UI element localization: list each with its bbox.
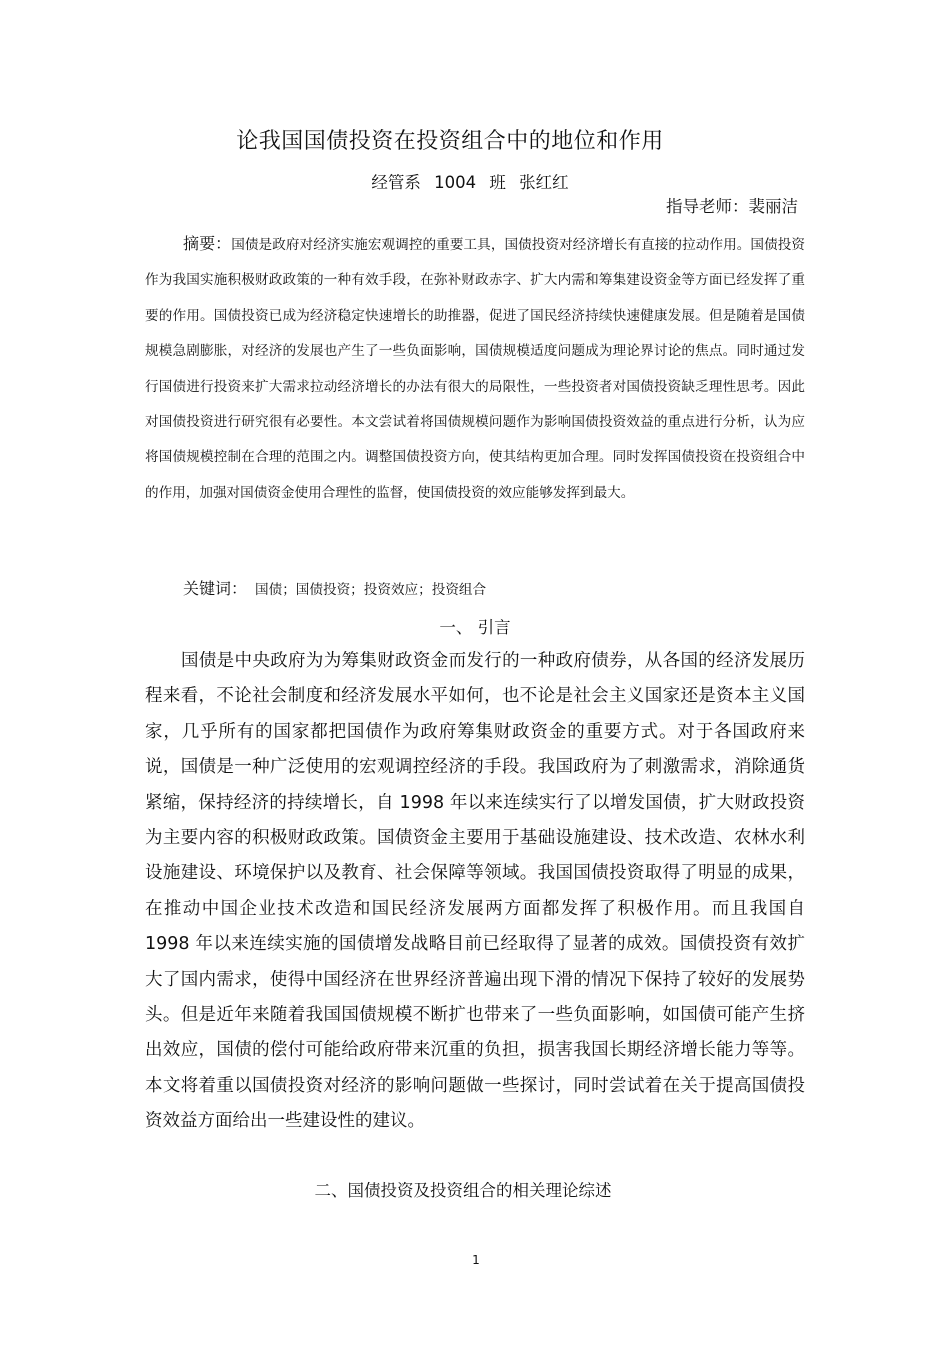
paper-title: 论我国国债投资在投资组合中的地位和作用 [236,129,664,154]
abstract-text: 国债是政府对经济实施宏观调控的重要工具，国债投资对经济增长有直接的拉动作用。国债投资作为我国实施积极财政政策的一种有效手段，在弥补财政赤字、扩大内需和筹集建设资金等方面已经发挥了重要的作用。国债投资已成为经济稳定快速增长的助推器，促进了国民经济持续快速健康发展。但是随着是国债规模急剧膨胀，对经济的发展也产生了一些负面影响，国债规模适度问题成为理论界讨论的焦点。同时通过发行国债进行投资来扩大需求拉动经济增长的办法有很大的局限性，一些投资者对国债投资缺乏理性思考。因此对国债投资进行研究很有必要性。本文尝试着将国债规模问题作为影响国债投资效益的重点进行分析，认为应将国债规模控制在合理的范围之内。调整国债投资方向，使其结构更加合理。同时发挥国债投资在投资组合中的作用，加强对国债资金使用合理性的监督，使国债投资的效应能够发挥到最大。 [145,237,805,501]
keywords-text: 国债；国债投资；投资效应；投资组合 [255,582,487,598]
abstract-paragraph [145,226,805,511]
keywords-label: 关键词： [183,579,248,598]
author-byline: 经管系 1004 班 张红红 [371,173,569,192]
introduction-paragraph: 国债是中央政府为为筹集财政资金而发行的一种政府债券，从各国的经济发展历程来看，不论社会制度和经济发展水平如何，也不论是社会主义国家还是资本主义国家，几乎所有的国家都把国债作为政府筹集财政资金的重要方式。对于各国政府来说，国债是一种广泛使用的宏观调控经济的手段。我国政府为了刺激需求，消除通货紧缩，保持经济的持续增长，自 1998 年以来连续实行了以增发国债，扩大财政投资为主要内容的积极财政政策。国债资金主要用于基础设施建设、技术改造、农林水利设施建设、环境保护以及教育、社会保障等领域。我国国债投资取得了明显的成果，在推动中国企业技术改造和国民经济发展两方面都发挥了积极作用。而且我国自 1998 年以来连续实施的国债增发战略目前已经取得了显著的成效。国债投资有效扩大了国内需求，使得中国经济在世界经济普遍出现下滑的情况下保持了较好的发展势头。但是近年来随着我国国债规模不断扩也带来了一些负面影响，如国债可能产生挤出效应，国债的偿付可能给政府带来沉重的负担，损害我国长期经济增长能力等等。本文将着重以国债投资对经济的影响问题做一些探讨，同时尝试着在关于提高国债投资效益方面给出一些建设性的建议。 [145,651,805,1132]
advisor-line: 指导老师：裴丽洁 [666,197,798,216]
keywords-line [183,576,486,599]
section-heading-introduction: 一、 引言 [439,618,511,637]
section-heading-literature-review: 二、国债投资及投资组合的相关理论综述 [314,1181,612,1200]
page-number: 1 [472,1253,480,1267]
abstract-label: 摘要： [183,234,232,253]
